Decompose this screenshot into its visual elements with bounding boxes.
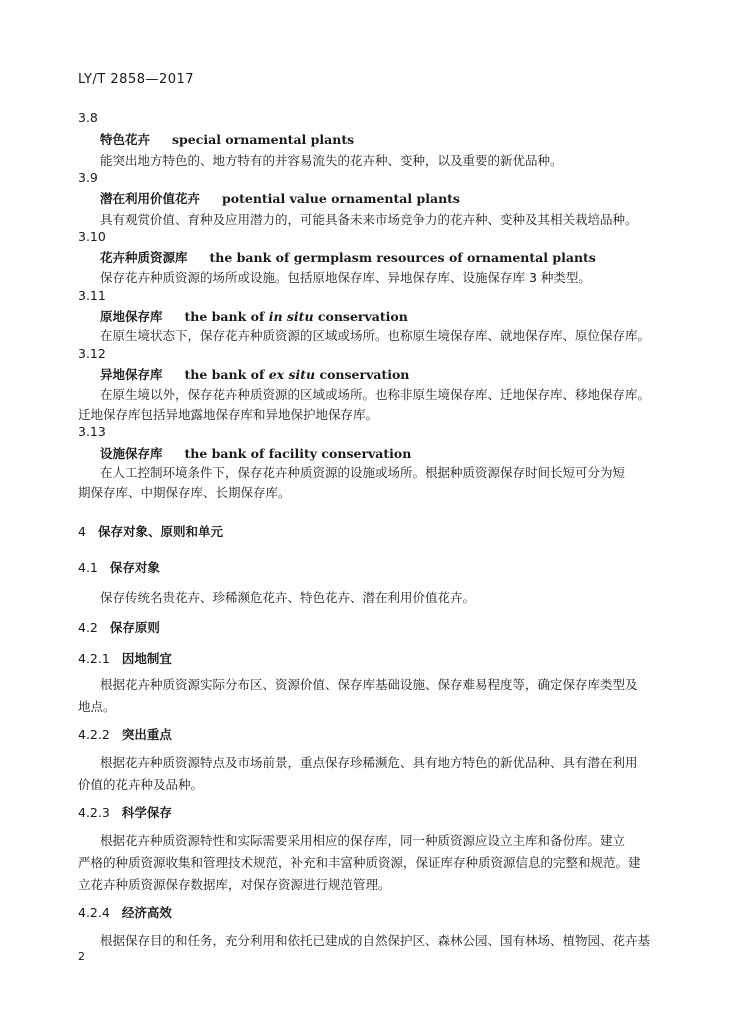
term-zh: 潜在利用价值花卉 [100,191,201,206]
term-definition: 具有观赏价值、育种及应用潜力的，可能具备未来市场竞争力的花卉种、变种及其相关栽培品种。 [100,212,638,227]
section-title: 保存对象、原则和单元 [97,524,223,539]
clause-number: 3.10 [78,229,106,244]
term-en-part: conservation [313,309,408,324]
term-en-italic: ex situ [268,367,316,382]
subsection-number: 4.2.2 [78,727,110,742]
term-zh: 设施保存库 [100,446,163,461]
paragraph-cont: 地点。 [78,699,116,714]
term-heading [100,248,596,266]
section-number: 4 [78,524,86,539]
subsection-number: 4.2.4 [78,905,110,920]
paragraph-cont: 立花卉种质资源保存数据库，对保存资源进行规范管理。 [78,877,391,892]
term-en: the bank of germplasm resources of ornamental plants [209,250,596,265]
term-heading [100,365,409,383]
paragraph: 根据保存目的和任务，充分利用和依托已建成的自然保护区、森林公园、国有林场、植物园、花卉基 [100,933,651,948]
term-zh: 原地保存库 [100,309,163,324]
term-en-italic: in situ [268,309,314,324]
term-en: special ornamental plants [172,132,355,147]
term-definition-cont: 期保存库、中期保存库、长期保存库。 [78,485,291,500]
paragraph-cont: 严格的种质资源收集和管理技术规范，补充和丰富种质资源，保证库存种质资源信息的完整和规范。建 [78,855,641,870]
subsection-heading [78,725,172,743]
term-heading [100,444,411,462]
standard-number: LY/T 2858—2017 [78,72,195,87]
term-zh: 异地保存库 [100,367,163,382]
paragraph-cont: 价值的花卉种及品种。 [78,777,204,792]
subsection-heading [78,618,160,636]
subsection-title: 经济高效 [121,905,172,920]
term-definition: 在原生境状态下，保存花卉种质资源的区域或场所。也称原生境保存库、就地保存库、原位保存库。 [100,328,651,343]
subsection-title: 保存原则 [109,620,160,635]
paragraph: 根据花卉种质资源特点及市场前景，重点保存珍稀濒危、具有地方特色的新优品种、具有潜在利用 [100,755,638,770]
term-en: potential value ornamental plants [222,191,460,206]
term-definition: 在人工控制环境条件下，保存花卉种质资源的设施或场所。根据种质资源保存时间长短可分为短 [100,465,626,480]
term-heading [100,130,354,148]
subsection-number: 4.2 [78,620,98,635]
term-en-part: conservation [315,367,410,382]
subsection-heading [78,903,172,921]
subsection-number: 4.1 [78,560,98,575]
paragraph: 保存传统名贵花卉、珍稀濒危花卉、特色花卉、潜在利用价值花卉。 [100,590,476,605]
term-definition: 保存花卉种质资源的场所或设施。包括原地保存库、异地保存库、设施保存库 3 种类型。 [100,270,591,285]
term-en [185,309,408,324]
term-en: the bank of facility conservation [184,446,412,461]
clause-number: 3.11 [78,288,106,303]
clause-number: 3.9 [78,170,98,185]
subsection-heading [78,649,172,667]
term-zh: 特色花卉 [100,132,151,147]
page-number: 2 [78,950,85,963]
term-en-part: the bank of [184,309,269,324]
term-en-part: the bank of [184,367,269,382]
subsection-title: 保存对象 [109,560,160,575]
section-heading [78,522,223,540]
term-definition: 在原生境以外，保存花卉种质资源的区域或场所。也称非原生境保存库、迁地保存库、移地保存库。 [100,387,651,402]
subsection-heading [78,558,160,576]
subsection-title: 科学保存 [121,805,172,820]
term-heading [100,189,460,207]
term-en [185,367,410,382]
term-definition-cont: 迁地保存库包括异地露地保存库和异地保护地保存库。 [78,407,379,422]
subsection-number: 4.2.3 [78,805,110,820]
term-zh: 花卉种质资源库 [100,250,188,265]
subsection-title: 突出重点 [121,727,172,742]
paragraph: 根据花卉种质资源特性和实际需要采用相应的保存库，同一种质资源应设立主库和备份库。建立 [100,833,626,848]
term-heading [100,307,408,325]
subsection-title: 因地制宜 [121,651,172,666]
paragraph: 根据花卉种质资源实际分布区、资源价值、保存库基础设施、保存难易程度等，确定保存库类型及 [100,677,638,692]
clause-number: 3.12 [78,346,106,361]
subsection-number: 4.2.1 [78,651,110,666]
subsection-heading [78,803,172,821]
clause-number: 3.13 [78,424,106,439]
clause-number: 3.8 [78,110,98,125]
term-definition: 能突出地方特色的、地方特有的并容易流失的花卉种、变种，以及重要的新优品种。 [100,153,563,168]
